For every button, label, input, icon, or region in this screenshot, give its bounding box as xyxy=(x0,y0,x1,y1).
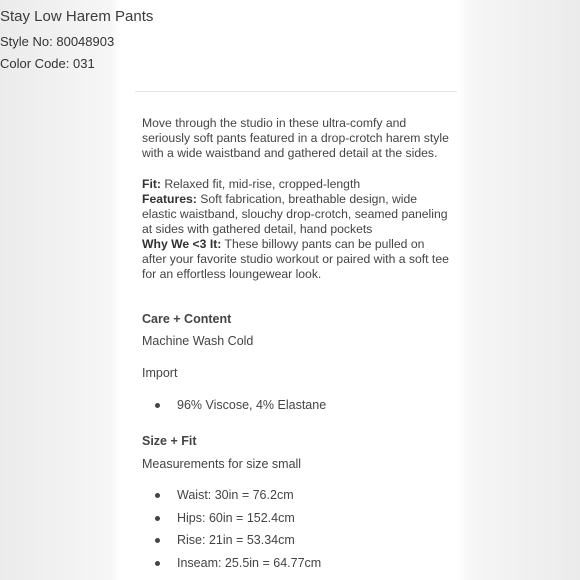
measurement-hips: Hips: 60in = 152.4cm xyxy=(177,511,295,525)
fit-text: Relaxed fit, mid-rise, cropped-length xyxy=(160,177,361,191)
style-number: Style No: 80048903 xyxy=(0,34,115,49)
bullet-icon xyxy=(155,403,160,408)
product-description-block xyxy=(142,116,452,282)
features-label: Features: xyxy=(142,192,197,206)
measurement-inseam: Inseam: 25.5in = 64.77cm xyxy=(177,556,322,570)
color-code: Color Code: 031 xyxy=(0,56,95,71)
features-text: Soft fabrication, breathable design, wide elastic waistband, slouchy drop-crotch, seamed paneling at sides with gathered detail, hand pockets xyxy=(142,192,448,236)
product-title: Stay Low Harem Pants xyxy=(0,8,154,25)
product-description: Move through the studio in these ultra-comfy and seriously soft pants featured in a drop-crotch harem style with a wide waistband and gathered detail at the sides. xyxy=(142,116,449,160)
why-detail xyxy=(142,237,452,282)
fit-detail xyxy=(142,177,452,192)
bullet-icon xyxy=(155,516,160,521)
size-fit-heading: Size + Fit xyxy=(142,434,197,448)
bullet-icon xyxy=(155,561,160,566)
measurement-waist: Waist: 30in = 76.2cm xyxy=(177,488,294,502)
origin-text: Import xyxy=(142,366,178,380)
wash-instructions: Machine Wash Cold xyxy=(142,334,254,348)
material-composition: 96% Viscose, 4% Elastane xyxy=(177,398,327,412)
care-content-heading: Care + Content xyxy=(142,312,232,326)
header-divider xyxy=(135,91,457,92)
features-detail xyxy=(142,192,452,237)
bullet-icon xyxy=(155,538,160,543)
bullet-icon xyxy=(155,493,160,498)
why-label: Why We <3 It: xyxy=(142,237,222,251)
why-text: These billowy pants can be pulled on after your favorite studio workout or paired with a soft tee for an effortless loungewear look. xyxy=(142,237,449,281)
measurement-rise: Rise: 21in = 53.34cm xyxy=(177,533,295,547)
measurements-intro: Measurements for size small xyxy=(142,457,302,471)
fit-label: Fit: xyxy=(142,177,161,191)
